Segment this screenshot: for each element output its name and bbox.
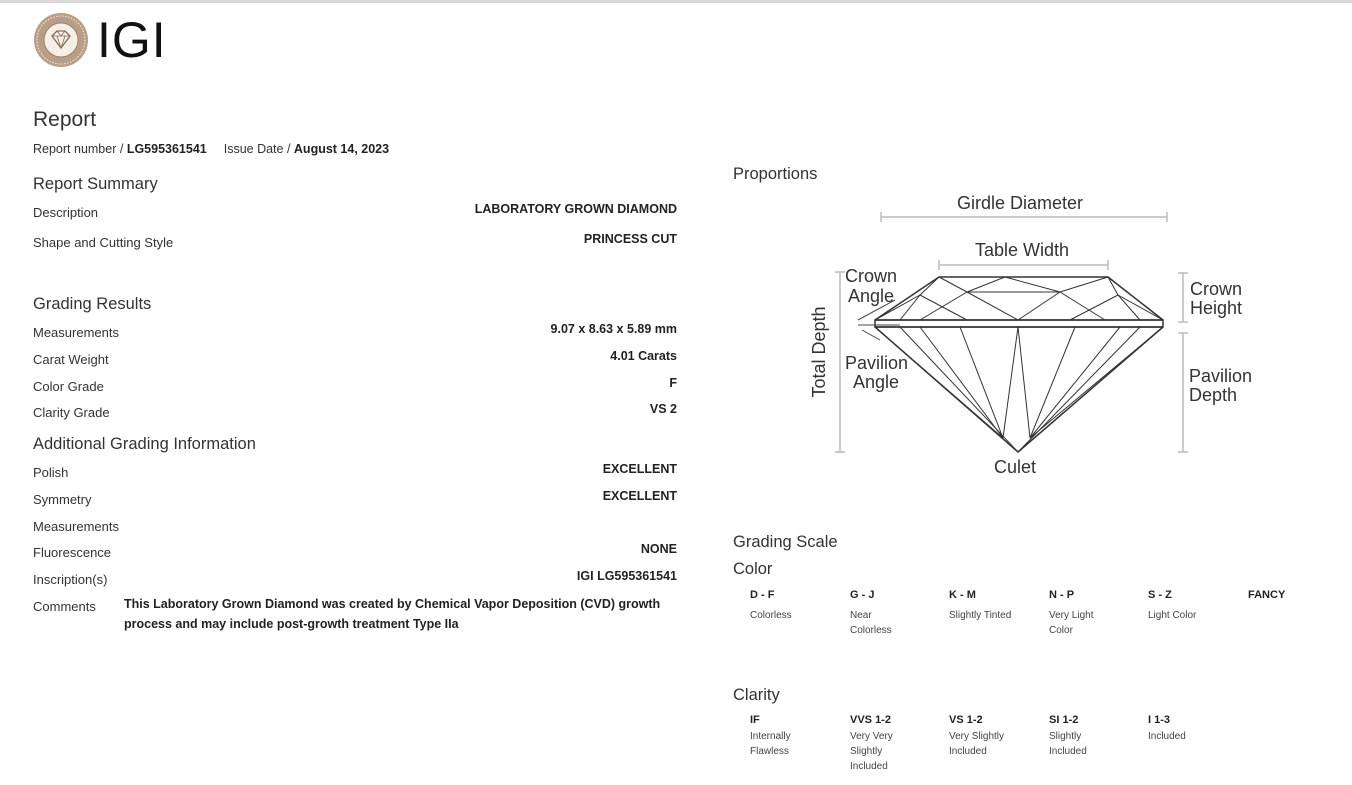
report-meta: [33, 142, 389, 156]
clarity-scale-desc: Very Very Slightly Included: [850, 731, 893, 772]
symmetry-value: EXCELLENT: [602, 489, 677, 503]
clarity-scale-code: VS 1-2: [949, 714, 983, 726]
report-number: LG595361541: [126, 142, 207, 156]
igi-seal-icon: [33, 12, 89, 68]
clarity-scale-desc: Slightly Included: [1049, 731, 1087, 757]
measurements-value: 9.07 x 8.63 x 5.89 mm: [550, 322, 677, 336]
grading-scale-title: Grading Scale: [733, 533, 838, 551]
measurements-label: Measurements: [33, 325, 119, 340]
top-border: [0, 0, 1352, 3]
grading-results-title: Grading Results: [33, 295, 152, 313]
clarity-grade-value: VS 2: [649, 402, 677, 416]
color-grade-label: Color Grade: [33, 379, 104, 394]
clarity-scale-code: IF: [750, 714, 760, 726]
clarity-scale-title: Clarity: [733, 686, 780, 704]
color-scale-desc: Light Color: [1148, 610, 1197, 621]
clarity-scale-code: VVS 1-2: [850, 714, 891, 726]
pavilion-angle-label-1: Pavilion: [845, 353, 909, 373]
color-scale-desc: Colorless: [750, 610, 792, 621]
crown-height-label-2: Height: [1190, 298, 1243, 318]
description-value: LABORATORY GROWN DIAMOND: [474, 202, 677, 216]
girdle-diameter-label: Girdle Diameter: [956, 193, 1084, 213]
color-scale-code: N - P: [1049, 589, 1075, 601]
proportions-title: Proportions: [733, 165, 818, 183]
color-scale-title: Color: [733, 560, 773, 578]
crown-angle-label-1: Crown: [845, 266, 898, 286]
color-scale-code: D - F: [750, 589, 775, 601]
fluorescence-value: NONE: [640, 542, 677, 556]
clarity-scale-code: I 1-3: [1148, 714, 1171, 726]
carat-weight-label: Carat Weight: [33, 352, 109, 367]
culet-label: Culet: [993, 457, 1037, 477]
color-scale-desc: Slightly Tinted: [949, 610, 1012, 621]
proportions-diagram: [790, 185, 1270, 485]
report-title: Report: [33, 108, 97, 131]
fluorescence-label: Fluorescence: [33, 545, 112, 560]
crown-height-label-1: Crown: [1190, 279, 1243, 299]
clarity-scale-desc: Included: [1148, 731, 1186, 742]
symmetry-label: Symmetry: [33, 492, 92, 507]
polish-value: EXCELLENT: [602, 462, 677, 476]
igi-logo-text: IGI: [97, 12, 167, 68]
pavilion-angle-label-2: Angle: [853, 372, 900, 392]
comments-text: This Laboratory Grown Diamond was created by Chemical Vapor Deposition (CVD) growth process and may include post-growth treatment Type IIa: [124, 597, 661, 631]
clarity-grade-label: Clarity Grade: [33, 405, 110, 420]
pavilion-depth-label-2: Depth: [1189, 385, 1238, 405]
report-summary-title: Report Summary: [33, 175, 158, 193]
description-label: Description: [33, 205, 99, 220]
shape-value: PRINCESS CUT: [583, 232, 677, 246]
color-scale-code: G - J: [850, 589, 875, 601]
color-grade-value: F: [669, 376, 677, 390]
color-scale-code: FANCY: [1248, 589, 1286, 601]
additional-info-title: Additional Grading Information: [33, 435, 256, 453]
clarity-scale-code: SI 1-2: [1049, 714, 1079, 726]
total-depth-label: Total Depth: [809, 306, 829, 398]
inscription-label: Inscription(s): [33, 572, 108, 587]
table-width-label: Table Width: [974, 240, 1070, 260]
color-scale-code: K - M: [949, 589, 976, 601]
shape-label: Shape and Cutting Style: [33, 235, 174, 250]
issue-date-label: Issue Date /: [223, 142, 291, 156]
report-number-label: Report number /: [33, 142, 124, 156]
clarity-scale-desc: Internally Flawless: [750, 731, 791, 757]
color-scale-code: S - Z: [1148, 589, 1172, 601]
additional-measurements-label: Measurements: [33, 519, 119, 534]
carat-weight-value: 4.01 Carats: [610, 349, 677, 363]
comments-label: Comments: [33, 599, 96, 614]
pavilion-depth-label-1: Pavilion: [1189, 366, 1253, 386]
color-scale-desc: Near Colorless: [850, 610, 892, 636]
inscription-value: IGI LG595361541: [576, 569, 677, 583]
color-scale-desc: Very Light Color: [1049, 610, 1094, 636]
clarity-scale-desc: Very Slightly Included: [949, 731, 1005, 757]
issue-date: August 14, 2023: [293, 142, 390, 156]
polish-label: Polish: [33, 465, 69, 480]
crown-angle-label-2: Angle: [848, 286, 895, 306]
